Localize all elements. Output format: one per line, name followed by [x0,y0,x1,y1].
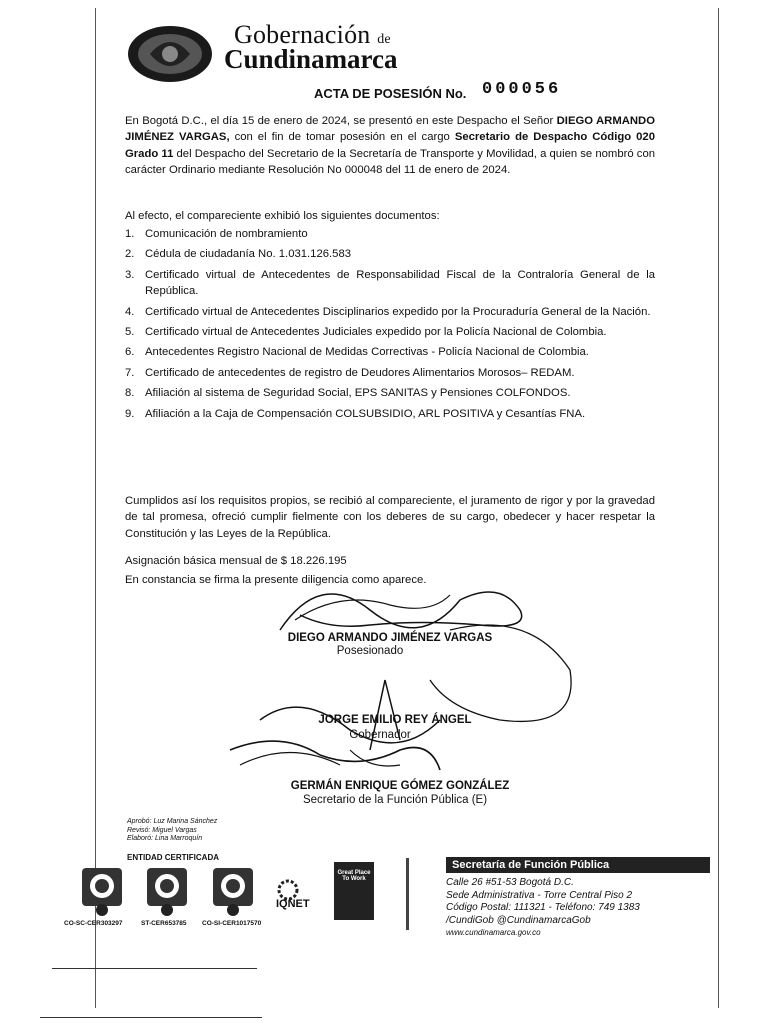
header-title: Gobernación de [234,20,391,49]
document-item [125,246,655,262]
document-text: Comunicación de nombramiento [145,228,308,240]
signature-name-1: DIEGO ARMANDO JIMÉNEZ VARGAS [287,632,493,644]
documents-intro: Al efecto, el compareciente exhibió los siguientes documentos: [125,210,440,222]
icontec-iso27001-logo [211,866,255,918]
document-text: Certificado virtual de Antecedentes de Responsabilidad Fiscal de la Contraloría General de la República. [145,268,655,298]
bottom-rule-1 [52,968,257,969]
document-text: Certificado virtual de Antecedentes Disciplinarios expedido por la Procuraduría General de la Nación. [145,305,651,318]
icontec-iso45001-logo [145,866,189,918]
document-text: Antecedentes Registro Nacional de Medidas Correctivas - Policía Nacional de Colombia. [145,346,589,359]
bottom-rule-2 [40,1017,262,1018]
signature-role-1: Posesionado [336,645,404,657]
document-item [125,267,655,300]
document-number: 2. [125,248,135,261]
document-item [125,385,655,401]
document-number: 6. [125,346,135,359]
document-number: 8. [125,387,135,400]
signature-scribbles [200,570,600,800]
review-block: Aprobó: Luz Marina Sánchez Revisó: Miguel Vargas Elaboró: Lina Marroquín [127,818,218,842]
salary-line: Asignación básica mensual de $ 18.226.195 [125,555,347,567]
acta-label: ACTA DE POSESIÓN No. [314,86,467,101]
document-item [125,304,655,320]
footer-social: /CundiGob @CundinamarcaGob [446,914,591,926]
document-text: Certificado virtual de Antecedentes Judiciales expedido por la Policía Nacional de Colombia. [145,326,607,339]
iqnet-logo: IQNET [272,876,328,921]
closing-paragraph: Cumplidos así los requisitos propios, se recibió al compareciente, el juramento de rigor y por la gravedad de tal promesa, ofreció cumplir fielmente con los deberes de su cargo, obedecer y hacer respetar la Constitución y las Leyes de la República. [125,495,655,540]
great-place-to-work-logo: Great Place To Work [334,862,374,920]
signature-name-3: GERMÁN ENRIQUE GÓMEZ GONZÁLEZ [290,780,510,792]
cert-code-3: CO-SI-CER1017570 [202,920,262,927]
document-number: 7. [125,366,135,379]
document-text: Afiliación a la Caja de Compensación COLSUBSIDIO, ARL POSITIVA y Cesantías FNA. [145,407,586,420]
document-number: 3. [125,268,135,281]
footer-office: Secretaría de Función Pública [446,857,710,873]
footer-contact: Calle 26 #51-53 Bogotá D.C. Sede Administrativa - Torre Central Piso 2 Código Postal: 111321 - Teléfono: 749 1383 /CundiGob @CundinamarcaGob www.cundinamarca.gov.co [446,877,640,937]
documents-list [125,226,655,426]
certified-label: ENTIDAD CERTIFICADA [127,853,219,862]
signature-role-2: Gobernador [349,729,411,741]
icontec-iso9001-logo [80,866,124,918]
cert-code-2: ST-CER653785 [141,920,187,927]
document-item [125,344,655,360]
signature-role-3: Secretario de la Función Pública (E) [302,794,488,806]
constancia-line: En constancia se firma la presente diligencia como aparece. [125,574,427,586]
document-number: 4. [125,305,135,318]
signature-name-2: JORGE EMILIO REY ÁNGEL [318,714,472,726]
footer-divider [406,858,409,930]
document-number: 5. [125,326,135,339]
document-number: 1. [125,228,135,240]
document-text: Certificado de antecedentes de registro de Deudores Alimentarios Morosos– REDAM. [145,366,575,379]
document-item [125,365,655,381]
header-subtitle: Cundinamarca [224,44,398,74]
document-number: 9. [125,407,135,420]
document-item [125,406,655,422]
cert-code-1: CO-SC-CER303297 [64,920,123,927]
document-text: Afiliación al sistema de Seguridad Social, EPS SANITAS y Pensiones COLFONDOS. [145,387,571,400]
coat-of-arms-logo [120,22,220,86]
intro-paragraph: En Bogotá D.C., el día 15 de enero de 2024, se presentó en este Despacho el Señor DIEGO ARMANDO JIMÉNEZ VARGAS, con el fin de tomar posesión en el cargo Secretario de Despacho Código 020 Grado 11 del Despacho del Secretario de la Secretaría de Transporte y Movilidad, a quien se nombró con carácter Ordinario mediante Resolución No 000048 del 11 de enero de 2024. [125,115,656,177]
acta-number: 000056 [482,80,562,99]
document-item [125,226,655,242]
document-text: Cédula de ciudadanía No. 1.031.126.583 [145,248,352,261]
document-item [125,324,655,340]
